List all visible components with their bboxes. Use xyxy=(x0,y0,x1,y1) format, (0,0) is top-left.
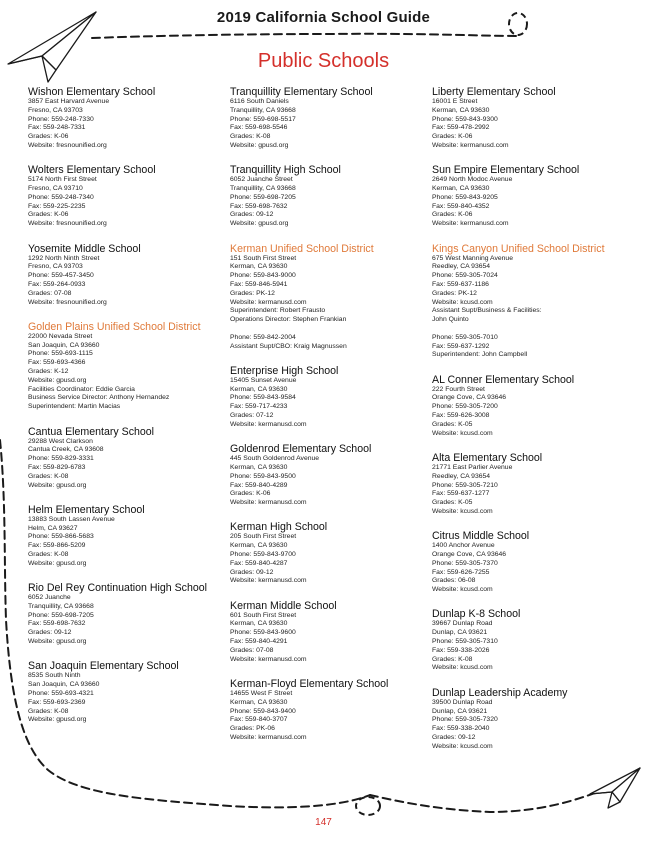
guide-title: 2019 California School Guide xyxy=(216,9,431,26)
entry-detail-line: Reedley, CA 93654 xyxy=(432,263,491,271)
entry-detail-line: Fax: 559-698-7632 xyxy=(230,202,288,210)
entry-detail-line: Assistant Supt/CBO: Kraig Magnussen xyxy=(230,342,347,350)
entry-detail-line: Phone: 559-843-9700 xyxy=(230,550,296,558)
school-entry xyxy=(432,374,632,439)
school-name: San Joaquin Elementary School xyxy=(28,660,179,673)
page-number: 147 xyxy=(315,817,332,828)
entry-detail-line: Grades: K-08 xyxy=(230,133,271,141)
entry-detail-line: Phone: 559-843-9500 xyxy=(230,472,296,480)
entry-detail-line: Grades: K-05 xyxy=(432,499,473,507)
entry-detail-line: Website: kermanusd.com xyxy=(432,220,509,228)
entry-detail-line: Phone: 559-843-9600 xyxy=(230,629,296,637)
entry-detail-line: Website: kcusd.com xyxy=(432,429,493,437)
school-entry xyxy=(432,687,632,752)
entry-detail-line: Superintendent: Robert Frausto xyxy=(230,307,326,315)
entry-detail-line: Phone: 559-305-7024 xyxy=(432,272,498,280)
entry-detail-line: Phone: 559-866-5683 xyxy=(28,533,94,541)
entry-detail-line: Phone: 559-842-2004 xyxy=(230,333,296,341)
entry-detail-line: Fresno, CA 93703 xyxy=(28,263,83,271)
district-name: Golden Plains Unified School District xyxy=(28,320,201,333)
entry-detail-line: 29288 West Clarkson xyxy=(28,437,93,445)
entry-detail-line: Fax: 559-338-2040 xyxy=(432,725,490,733)
entry-detail-line: Grades: PK-12 xyxy=(230,289,275,297)
entry-detail-line: Phone: 559-305-7370 xyxy=(432,559,498,567)
entry-detail-line: 1400 Anchor Avenue xyxy=(432,542,495,550)
school-entry xyxy=(432,164,632,229)
school-name: Dunlap K-8 School xyxy=(432,608,521,621)
school-name: Kerman Middle School xyxy=(230,599,337,612)
entry-detail-line: Phone: 559-843-9300 xyxy=(432,115,498,123)
school-entry xyxy=(432,608,632,673)
entry-detail-line: Grades: K-06 xyxy=(28,211,69,219)
entry-detail-line: Fax: 559-698-5546 xyxy=(230,124,288,132)
entry-detail-line: Kerman, CA 93630 xyxy=(230,385,288,393)
entry-detail-line: Website: kermanusd.com xyxy=(230,577,307,585)
entry-detail-line: Phone: 559-698-5517 xyxy=(230,115,296,123)
entry-detail-line: Superintendent: John Campbell xyxy=(432,351,528,359)
entry-detail-line: Grades: 09-12 xyxy=(432,733,476,741)
entry-detail-line: Phone: 559-843-9205 xyxy=(432,193,498,201)
entry-detail-line: Kerman, CA 93630 xyxy=(230,698,288,706)
school-name: Liberty Elementary School xyxy=(432,86,556,98)
entry-detail-line: Grades: K-06 xyxy=(432,133,473,141)
school-name: Sun Empire Elementary School xyxy=(432,164,580,177)
school-name: Citrus Middle School xyxy=(432,530,530,543)
entry-detail-line: Fresno, CA 93710 xyxy=(28,185,83,193)
paper-plane-icon xyxy=(590,768,640,808)
entry-detail-line: Phone: 559-698-7205 xyxy=(28,611,94,619)
school-entry xyxy=(28,504,228,569)
entry-detail-line: Website: gpusd.org xyxy=(28,716,87,724)
entry-detail-line: Phone: 559-843-9000 xyxy=(230,272,296,280)
entry-detail-line: Website: gpusd.org xyxy=(230,141,289,149)
district-name: Kerman Unified School District xyxy=(230,242,374,255)
entry-detail-line: Fax: 559-840-4352 xyxy=(432,202,490,210)
entry-detail-line: Website: fresnounified.org xyxy=(28,141,107,149)
school-entry xyxy=(28,660,228,725)
school-name: Helm Elementary School xyxy=(28,503,145,516)
entry-detail-line: Fax: 559-866-5209 xyxy=(28,542,86,550)
entry-detail-line: Fax: 559-225-2235 xyxy=(28,202,86,210)
school-name: Rio Del Rey Continuation High School xyxy=(28,582,208,595)
entry-detail-line: Dunlap, CA 93621 xyxy=(432,629,488,637)
entry-detail-line: San Joaquin, CA 93660 xyxy=(28,681,100,689)
entry-detail-line: San Joaquin, CA 93660 xyxy=(28,341,100,349)
entry-detail-line: Grades: 09-12 xyxy=(28,629,72,637)
entry-detail-line: 22000 Nevada Street xyxy=(28,332,93,340)
entry-detail-line: Grades: K-05 xyxy=(432,420,473,428)
school-name: Kerman High School xyxy=(230,521,328,534)
school-entry xyxy=(28,243,228,308)
entry-detail-line: Fax: 559-626-7255 xyxy=(432,568,490,576)
entry-detail-line: Phone: 559-843-9400 xyxy=(230,707,296,715)
entry-detail-line: Reedley, CA 93654 xyxy=(432,472,491,480)
entry-detail-line: Kerman, CA 93630 xyxy=(230,263,288,271)
school-entry xyxy=(230,365,430,430)
entry-detail-line: Website: gpusd.org xyxy=(230,220,289,228)
entry-detail-line: Grades: K-08 xyxy=(432,655,473,663)
entry-detail-line: Website: gpusd.org xyxy=(28,481,87,489)
school-name: Tranquillity Elementary School xyxy=(230,86,373,98)
entry-detail-line: Fax: 559-338-2026 xyxy=(432,646,490,654)
entry-detail-line: Grades: 07-12 xyxy=(230,412,274,420)
section-title: Public Schools xyxy=(257,50,390,72)
school-entry xyxy=(230,678,430,743)
entry-detail-line: Website: kermanusd.com xyxy=(230,499,307,507)
entry-detail-line: Orange Cove, CA 93646 xyxy=(432,550,507,558)
entry-detail-line: Grades: K-08 xyxy=(28,550,69,558)
entry-detail-line: Tranquillity, CA 93668 xyxy=(28,602,94,610)
school-name: Cantua Elementary School xyxy=(28,425,155,438)
school-entry xyxy=(230,600,430,665)
entry-detail-line: Grades: 06-08 xyxy=(432,577,476,585)
entry-detail-line: Grades: K-06 xyxy=(230,490,271,498)
school-name: AL Conner Elementary School xyxy=(432,373,575,386)
entry-detail-line: Grades: K-08 xyxy=(28,707,69,715)
entry-detail-line: John Quinto xyxy=(432,316,469,324)
entry-detail-line: Website: kermanusd.com xyxy=(230,298,307,306)
entry-detail-line: Assistant Supt/Business & Facilities: xyxy=(432,307,542,315)
entry-detail-line: Fax: 559-264-0933 xyxy=(28,280,86,288)
school-name: Wolters Elementary School xyxy=(28,164,156,177)
entry-detail-line: Grades: K-12 xyxy=(28,368,69,376)
school-entry xyxy=(28,86,228,151)
entry-detail-line: Phone: 559-305-7010 xyxy=(432,333,498,341)
entry-detail-line: Grades: 07-08 xyxy=(28,289,72,297)
school-name: Tranquillity High School xyxy=(230,164,341,177)
entry-detail-line: Phone: 559-305-7320 xyxy=(432,716,498,724)
school-name: Alta Elementary School xyxy=(432,451,543,464)
school-name: Wishon Elementary School xyxy=(28,86,156,98)
entry-detail-line: 5174 North First Street xyxy=(28,176,97,184)
entry-detail-line: Fax: 559-846-5941 xyxy=(230,280,288,288)
entry-detail-line: Website: kermanusd.com xyxy=(230,733,307,741)
school-name: Dunlap Leadership Academy xyxy=(432,686,568,699)
entry-detail-line: Grades: 09-12 xyxy=(230,568,274,576)
entry-detail-line: Grades: 07-08 xyxy=(230,646,274,654)
school-name: Goldenrod Elementary School xyxy=(230,443,372,456)
entry-detail-line: Kerman, CA 93630 xyxy=(230,620,288,628)
entry-detail-line: 3857 East Harvard Avenue xyxy=(28,98,110,105)
entry-detail-line: Kerman, CA 93630 xyxy=(432,185,490,193)
entry-detail-line: Phone: 559-248-7330 xyxy=(28,115,94,123)
entry-detail-line: Website: kermanusd.com xyxy=(432,141,509,149)
school-entry xyxy=(28,582,228,647)
entry-detail-line: Phone: 559-829-3331 xyxy=(28,455,94,463)
entry-detail-line: Fax: 559-840-4287 xyxy=(230,559,288,567)
entry-detail-line: Phone: 559-305-7200 xyxy=(432,403,498,411)
entry-detail-line: Fax: 559-693-2369 xyxy=(28,698,86,706)
entry-detail-line: 2649 North Modoc Avenue xyxy=(432,176,513,184)
district-entry xyxy=(432,243,632,361)
entry-detail-line: Phone: 559-248-7340 xyxy=(28,193,94,201)
entry-detail-line: Phone: 559-693-1115 xyxy=(28,350,93,358)
entry-detail-line: Fax: 559-637-1186 xyxy=(432,280,489,288)
school-entry xyxy=(230,164,430,229)
entry-detail-line: Website: gpusd.org xyxy=(28,559,87,567)
entry-detail-line: Kerman, CA 93630 xyxy=(230,463,288,471)
entry-detail-line: Phone: 559-305-7210 xyxy=(432,481,498,489)
entry-detail-line: Dunlap, CA 93621 xyxy=(432,707,488,715)
column-1 xyxy=(28,86,228,739)
spacer xyxy=(432,325,632,334)
entry-detail-line: Website: gpusd.org xyxy=(28,638,87,646)
entry-detail-line: Grades: PK-12 xyxy=(432,289,477,297)
entry-detail-line: Fresno, CA 93703 xyxy=(28,106,83,114)
entry-detail-line: Grades: PK-06 xyxy=(230,725,275,733)
district-name: Kings Canyon Unified School District xyxy=(432,242,605,255)
entry-detail-line: 6052 Juanche Street xyxy=(230,176,293,184)
entry-detail-line: 205 South First Street xyxy=(230,533,297,541)
entry-detail-line: Fax: 559-478-2992 xyxy=(432,124,490,132)
entry-detail-line: Grades: K-06 xyxy=(432,211,473,219)
entry-detail-line: Tranquillity, CA 93668 xyxy=(230,185,296,193)
entry-detail-line: Grades: K-06 xyxy=(28,133,69,141)
entry-detail-line: Fax: 559-693-4366 xyxy=(28,359,86,367)
entry-detail-line: Phone: 559-843-9584 xyxy=(230,394,296,402)
school-entry xyxy=(432,452,632,517)
entry-detail-line: Website: kcusd.com xyxy=(432,298,493,306)
entry-detail-line: Fax: 559-840-3707 xyxy=(230,716,288,724)
entry-detail-line: 445 South Goldenrod Avenue xyxy=(230,455,320,463)
entry-detail-line: Website: fresnounified.org xyxy=(28,220,107,228)
entry-detail-line: 6052 Juanche xyxy=(28,594,71,602)
entry-detail-line: Fax: 559-626-3008 xyxy=(432,412,490,420)
school-entry xyxy=(28,164,228,229)
entry-detail-line: Website: kcusd.com xyxy=(432,586,493,594)
entry-detail-line: Phone: 559-305-7310 xyxy=(432,638,498,646)
school-name: Yosemite Middle School xyxy=(28,242,141,255)
entry-detail-line: Kerman, CA 93630 xyxy=(230,542,288,550)
entry-detail-line: Website: kcusd.com xyxy=(432,507,493,515)
entry-detail-line: 13883 South Lassen Avenue xyxy=(28,515,115,523)
entry-detail-line: Operations Director: Stephen Frankian xyxy=(230,316,347,324)
entry-detail-line: Helm, CA 93627 xyxy=(28,524,78,532)
entry-detail-line: 21771 East Parlier Avenue xyxy=(432,463,513,471)
entry-detail-line: Website: kcusd.com xyxy=(432,742,493,750)
entry-detail-line: Kerman, CA 93630 xyxy=(432,106,490,114)
entry-detail-line: Website: fresnounified.org xyxy=(28,298,107,306)
entry-detail-line: Superintendent: Martin Macias xyxy=(28,403,121,411)
school-name: Kerman-Floyd Elementary School xyxy=(230,677,389,690)
school-entry xyxy=(230,443,430,508)
entry-detail-line: Facilities Coordinator: Eddie Garcia xyxy=(28,385,135,393)
entry-detail-line: Fax: 559-637-1292 xyxy=(432,342,490,350)
entry-detail-line: Phone: 559-457-3450 xyxy=(28,272,94,280)
entry-detail-line: 601 South First Street xyxy=(230,611,297,619)
school-entry xyxy=(28,426,228,491)
district-entry xyxy=(28,321,228,412)
entry-detail-line: Fax: 559-717-4233 xyxy=(230,403,288,411)
column-2 xyxy=(230,86,430,756)
entry-detail-line: Website: kermanusd.com xyxy=(230,655,307,663)
entry-detail-line: Tranquillity, CA 93668 xyxy=(230,106,296,114)
school-name: Enterprise High School xyxy=(230,364,339,377)
entry-detail-line: 6116 South Daniels xyxy=(230,98,289,105)
entry-detail-line: Fax: 559-840-4289 xyxy=(230,481,288,489)
entry-detail-line: 8535 South Ninth xyxy=(28,672,81,680)
entry-detail-line: 39667 Dunlap Road xyxy=(432,620,493,628)
entry-detail-line: Grades: K-08 xyxy=(28,472,69,480)
entry-detail-line: Website: kermanusd.com xyxy=(230,420,307,428)
entry-detail-line: Phone: 559-693-4321 xyxy=(28,689,94,697)
district-entry xyxy=(230,243,430,352)
entry-detail-line: Business Service Director: Anthony Hernandez xyxy=(28,394,170,402)
entry-detail-line: Grades: 09-12 xyxy=(230,211,274,219)
entry-detail-line: Fax: 559-248-7331 xyxy=(28,124,86,132)
entry-detail-line: Orange Cove, CA 93646 xyxy=(432,394,507,402)
entry-detail-line: Website: gpusd.org xyxy=(28,376,87,384)
entry-detail-line: 1292 North Ninth Street xyxy=(28,254,100,262)
entry-detail-line: Fax: 559-637-1277 xyxy=(432,490,490,498)
column-3 xyxy=(432,86,632,765)
school-entry xyxy=(230,86,430,151)
school-entry xyxy=(230,521,430,586)
school-entry xyxy=(432,530,632,595)
entry-detail-line: 222 Fourth Street xyxy=(432,385,485,393)
entry-detail-line: 15405 Sunset Avenue xyxy=(230,376,297,384)
entry-detail-line: Phone: 559-698-7205 xyxy=(230,193,296,201)
entry-detail-line: Fax: 559-698-7632 xyxy=(28,620,86,628)
entry-detail-line: 14655 West F Street xyxy=(230,689,293,697)
entry-detail-line: 16001 E Street xyxy=(432,98,478,105)
entry-detail-line: 675 West Manning Avenue xyxy=(432,254,513,262)
entry-detail-line: 151 South First Street xyxy=(230,254,297,262)
spacer xyxy=(230,325,430,334)
entry-detail-line: Fax: 559-829-6783 xyxy=(28,463,86,471)
entry-detail-line: Website: kcusd.com xyxy=(432,664,493,672)
entry-detail-line: Cantua Creek, CA 93608 xyxy=(28,446,104,454)
entry-detail-line: 39500 Dunlap Road xyxy=(432,698,493,706)
entry-detail-line: Fax: 559-840-4291 xyxy=(230,638,288,646)
school-entry xyxy=(432,86,632,151)
